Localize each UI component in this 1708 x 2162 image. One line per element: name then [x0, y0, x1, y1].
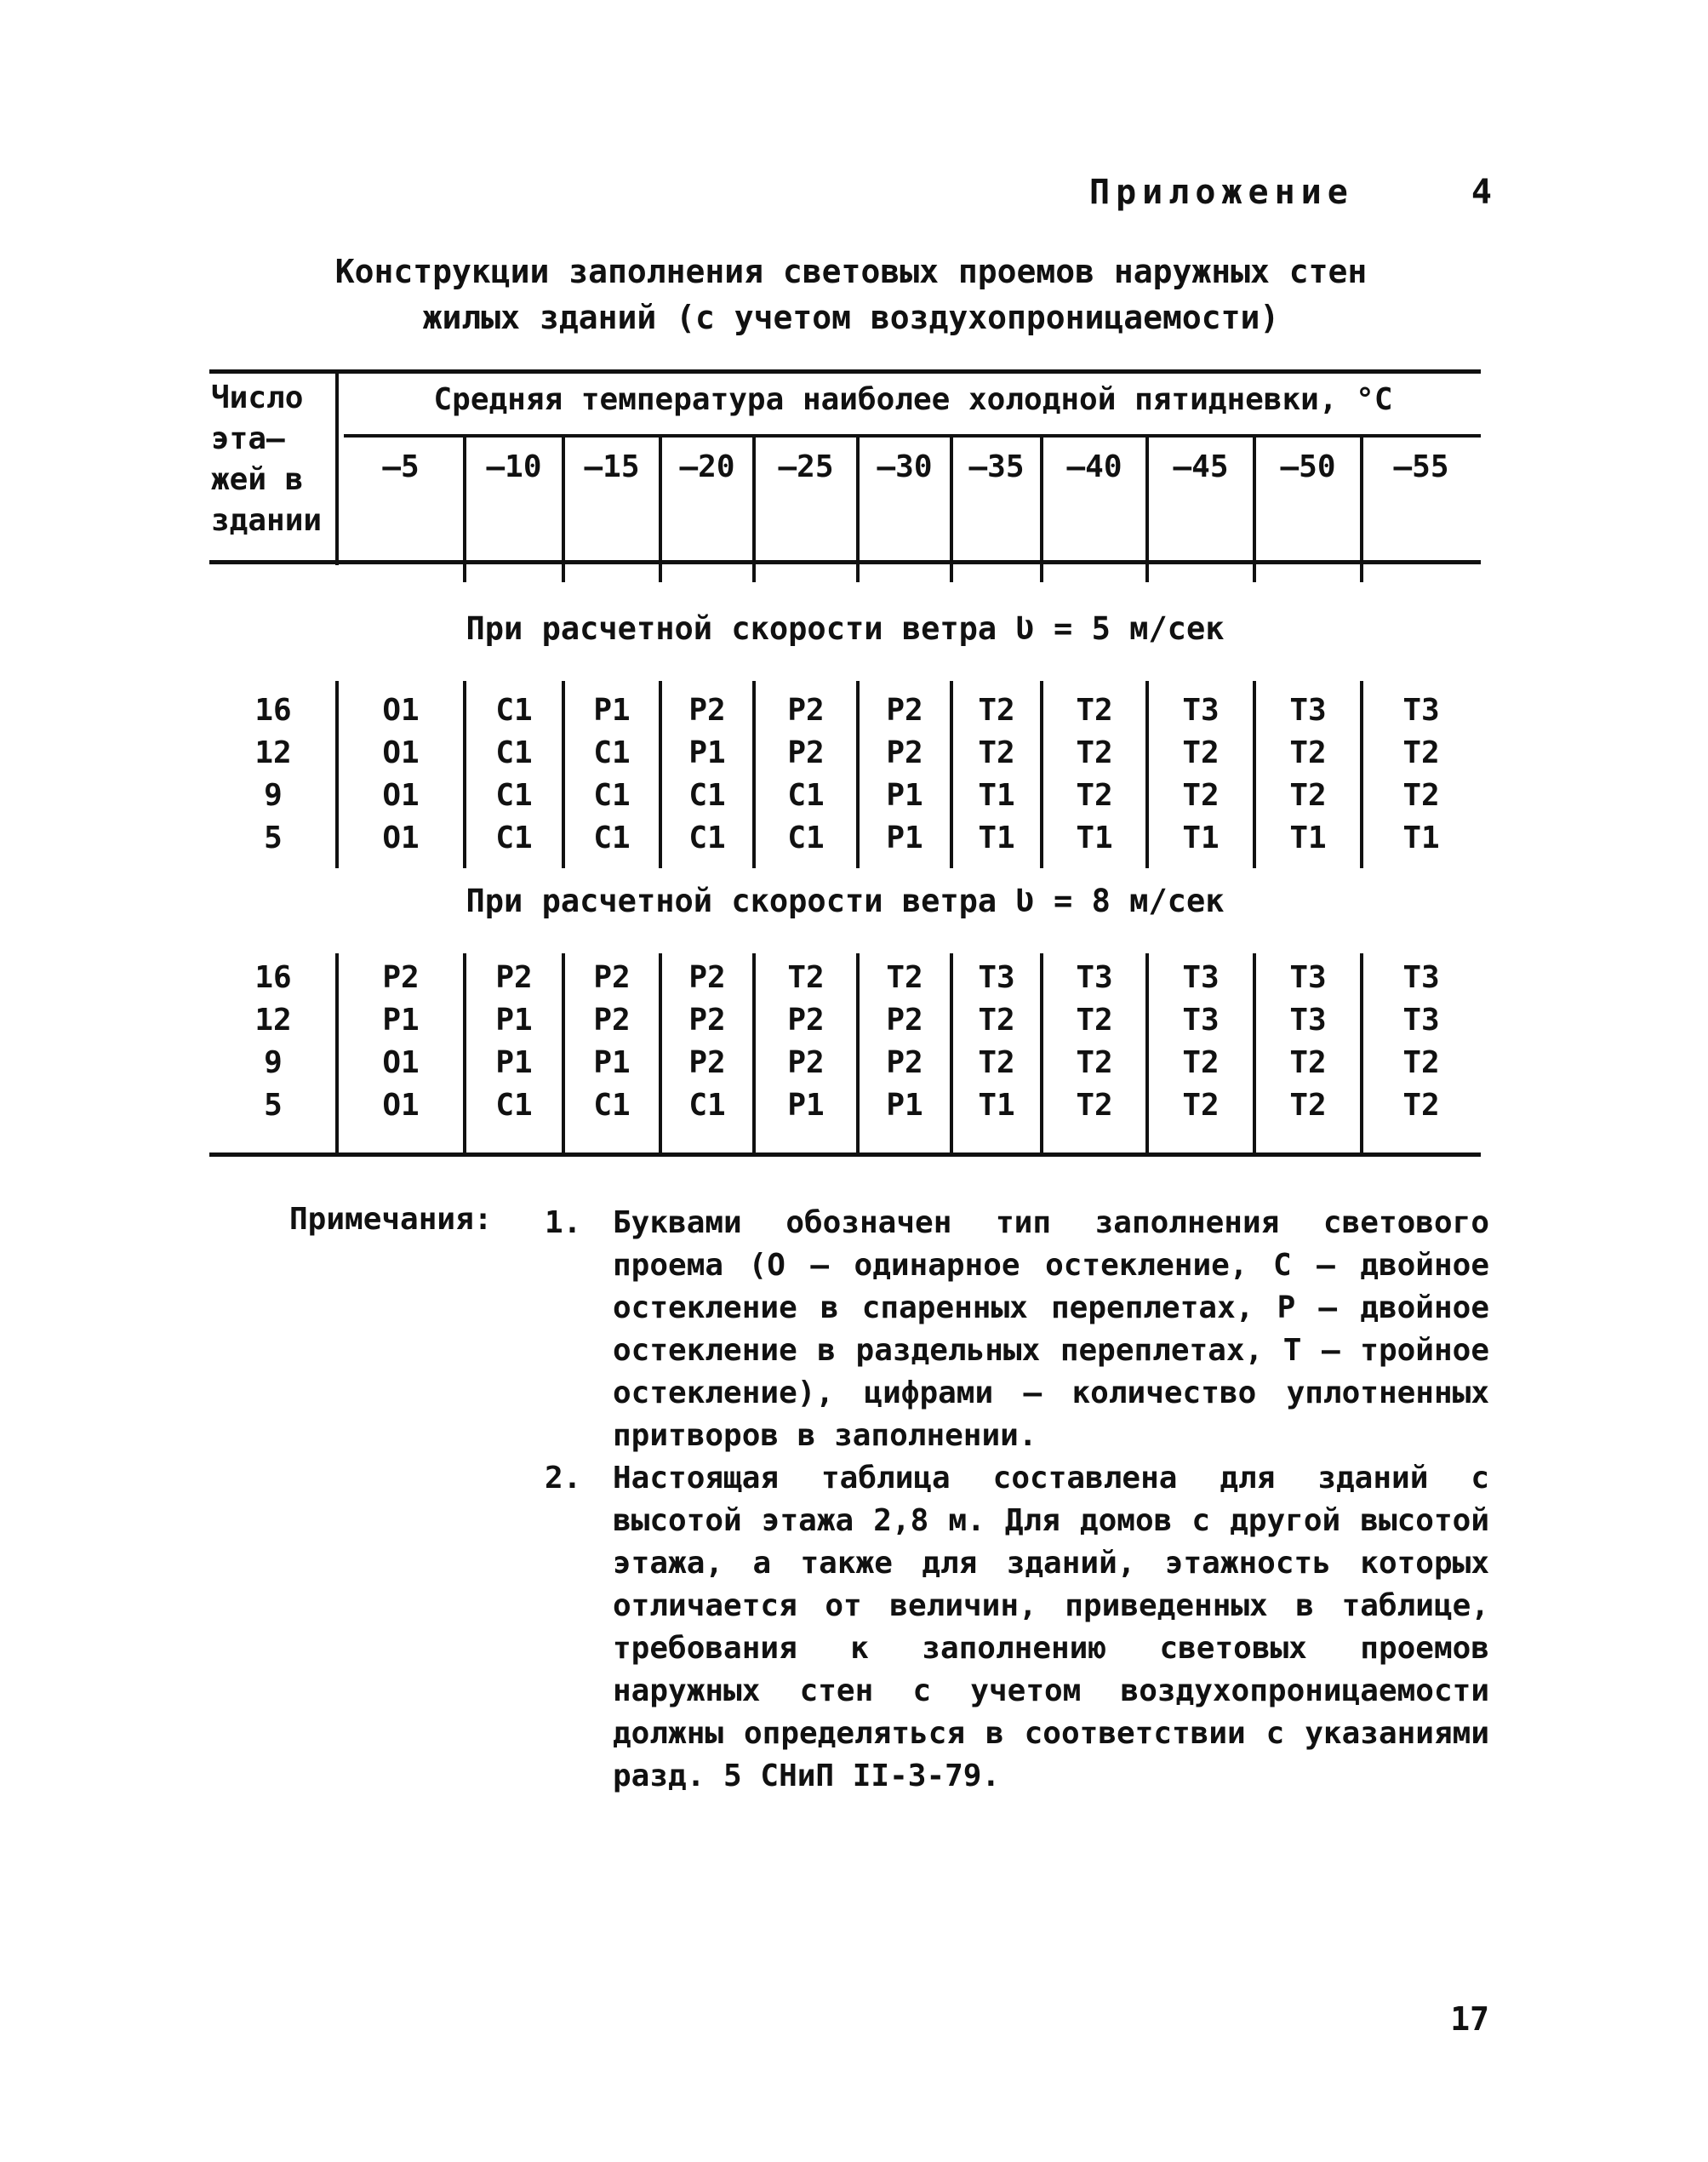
note-number: 2.: [545, 1461, 582, 1496]
temp-header-rule: [344, 434, 1481, 438]
table-cell: P1: [382, 1003, 420, 1038]
table-cell: O1: [382, 1045, 420, 1080]
table-cell: P1: [495, 1003, 533, 1038]
note-number: 1.: [545, 1205, 582, 1240]
appendix-label: Приложение: [1089, 173, 1354, 212]
temperature-cell: –25: [778, 449, 834, 484]
table-cell: C1: [495, 693, 533, 728]
temperature-cell: –50: [1280, 449, 1336, 484]
temperature-cell: –30: [877, 449, 933, 484]
temperature-cell: –20: [679, 449, 735, 484]
floors-header-line: жей в: [211, 462, 304, 497]
table-cell: T3: [1076, 960, 1113, 995]
floors-cell: 12: [254, 735, 292, 770]
section-label-wind-5: При расчетной скорости ветра Ʋ = 5 м/сек: [466, 610, 1225, 647]
table-row: [209, 1042, 1481, 1084]
table-cell: C1: [593, 778, 631, 813]
table-cell: C1: [593, 1088, 631, 1123]
table-cell: T2: [1402, 778, 1440, 813]
table-row: [209, 775, 1481, 817]
table-row: [209, 732, 1481, 775]
temperature-cell: –10: [486, 449, 542, 484]
table-cell: C1: [495, 1088, 533, 1123]
floors-cell: 12: [254, 1003, 292, 1038]
table-cell: C1: [495, 735, 533, 770]
floors-cell: 16: [254, 693, 292, 728]
temperature-cell: –45: [1173, 449, 1229, 484]
table-title: [255, 249, 1447, 340]
table-cell: T3: [1289, 1003, 1327, 1038]
floors-cell: 5: [264, 821, 283, 855]
table-cell: T3: [1289, 960, 1327, 995]
table-cell: C1: [495, 778, 533, 813]
table-cell: T3: [1402, 1003, 1440, 1038]
table-cell: P2: [688, 960, 726, 995]
table-cell: P1: [886, 778, 923, 813]
table-cell: P2: [688, 693, 726, 728]
table-cell: P2: [886, 1045, 923, 1080]
note-text: Настоящая таблица составлена для зданий с высотой этажа 2,8 м. Для домов с другой высотой этажа, а также для зданий, этажность которых отличается от величин, приведенных в таблице, требования к заполнению световых проемов наружных стен с учетом воздухопроницаемости должны определяться в соответствии с указаниями разд. 5 СНиП II-3-79.: [613, 1461, 1489, 1793]
table-cell: T2: [1402, 1088, 1440, 1123]
table-cell: P2: [593, 1003, 631, 1038]
table-cell: T2: [978, 1003, 1015, 1038]
table-cell: C1: [688, 1088, 726, 1123]
notes-label: Примечания:: [289, 1202, 493, 1237]
floors-cell: 5: [264, 1088, 283, 1123]
table-cell: T1: [978, 1088, 1015, 1123]
table-cell: C1: [495, 821, 533, 855]
table-cell: P2: [688, 1003, 726, 1038]
note-item: [545, 1457, 1489, 1798]
table-cell: T2: [978, 735, 1015, 770]
table-cell: O1: [382, 821, 420, 855]
table-row: [209, 689, 1481, 732]
table-cell: T3: [1182, 693, 1220, 728]
table-cell: T2: [978, 1045, 1015, 1080]
temperature-cell: –5: [382, 449, 420, 484]
table-cell: T2: [1182, 1045, 1220, 1080]
column-divider: [950, 438, 953, 582]
column-divider: [659, 438, 662, 582]
table-cell: T2: [787, 960, 825, 995]
table-cell: C1: [688, 821, 726, 855]
table-cell: P1: [593, 1045, 631, 1080]
appendix-number: 4: [1471, 173, 1498, 212]
floors-cell: 9: [264, 778, 283, 813]
table-cell: T2: [1402, 1045, 1440, 1080]
page-number: 17: [1450, 2000, 1489, 2038]
table-cell: P1: [495, 1045, 533, 1080]
table-title-line-1: Конструкции заполнения световых проемов наружных стен: [334, 253, 1368, 290]
table-cell: T1: [1182, 821, 1220, 855]
column-divider: [752, 438, 756, 582]
table-cell: P2: [787, 1045, 825, 1080]
table-cell: P2: [495, 960, 533, 995]
table-row: [209, 1084, 1481, 1127]
table-cell: T2: [1182, 778, 1220, 813]
table-top-rule: [209, 369, 1481, 374]
table-cell: P2: [886, 1003, 923, 1038]
floors-header-line: здании: [211, 503, 323, 538]
table-cell: O1: [382, 735, 420, 770]
table-cell: C1: [593, 821, 631, 855]
column-divider: [1253, 438, 1256, 582]
note-text: Буквами обозначен тип заполнения светового проема (О – одинарное остекление, С – двойное остекление в спаренных переплетах, Р – двойное остекление в раздельных переплетах, Т – тройное остекление), цифрами – количество уплотненных притворов в заполнении.: [613, 1205, 1489, 1453]
table-row: [209, 999, 1481, 1042]
table-cell: P2: [787, 693, 825, 728]
floors-cell: 9: [264, 1045, 283, 1080]
temperature-cell: –40: [1066, 449, 1122, 484]
column-divider: [1145, 438, 1149, 582]
table-cell: T2: [1289, 1088, 1327, 1123]
table-cell: P2: [787, 1003, 825, 1038]
table-cell: T3: [1402, 693, 1440, 728]
table-cell: P1: [593, 693, 631, 728]
table-cell: T1: [1289, 821, 1327, 855]
table-cell: T2: [1402, 735, 1440, 770]
temperature-cell: –55: [1393, 449, 1449, 484]
header-bottom-rule: [209, 560, 1481, 564]
table-cell: T2: [1076, 1088, 1113, 1123]
table-row: [209, 817, 1481, 860]
table-cell: O1: [382, 778, 420, 813]
note-item: [545, 1202, 1489, 1457]
table-cell: P1: [787, 1088, 825, 1123]
table-cell: P1: [688, 735, 726, 770]
table-cell: T2: [1076, 1045, 1113, 1080]
table-cell: P2: [593, 960, 631, 995]
table-bottom-rule: [209, 1152, 1481, 1157]
table-cell: T3: [978, 960, 1015, 995]
table-cell: T2: [1289, 1045, 1327, 1080]
table-cell: T2: [1289, 778, 1327, 813]
table-cell: P2: [688, 1045, 726, 1080]
table-cell: T3: [1402, 960, 1440, 995]
table-cell: P2: [787, 735, 825, 770]
table-cell: T1: [978, 821, 1015, 855]
table-cell: C1: [787, 821, 825, 855]
table-cell: T2: [1076, 778, 1113, 813]
table-cell: C1: [593, 735, 631, 770]
table-cell: T2: [1289, 735, 1327, 770]
temperature-cell: –15: [584, 449, 640, 484]
table-cell: T3: [1182, 960, 1220, 995]
table-cell: T2: [1076, 1003, 1113, 1038]
column-divider: [1360, 438, 1363, 582]
floors-header-line: эта–: [211, 421, 285, 456]
table-cell: P2: [382, 960, 420, 995]
table-cell: P1: [886, 1088, 923, 1123]
table-cell: T1: [1402, 821, 1440, 855]
table-cell: T2: [886, 960, 923, 995]
table-cell: P2: [886, 693, 923, 728]
floors-cell: 16: [254, 960, 292, 995]
table-cell: C1: [688, 778, 726, 813]
table-cell: T2: [1182, 735, 1220, 770]
table-cell: T1: [1076, 821, 1113, 855]
table-cell: T3: [1289, 693, 1327, 728]
table-cell: T2: [978, 693, 1015, 728]
table-cell: T3: [1182, 1003, 1220, 1038]
floors-header: [211, 378, 339, 541]
table-cell: O1: [382, 693, 420, 728]
column-divider: [856, 438, 860, 582]
column-divider: [562, 438, 565, 582]
appendix-heading: [1089, 167, 1498, 218]
table-cell: T2: [1076, 693, 1113, 728]
table-row: [209, 957, 1481, 999]
table-title-line-2: жилых зданий (с учетом воздухопроницаемости): [422, 299, 1280, 336]
floors-header-line: Число: [211, 380, 304, 415]
table-cell: T2: [1182, 1088, 1220, 1123]
temperature-cell: –35: [968, 449, 1025, 484]
glazing-table: [209, 369, 1481, 1159]
table-cell: T2: [1076, 735, 1113, 770]
table-cell: C1: [787, 778, 825, 813]
table-cell: O1: [382, 1088, 420, 1123]
section-label-wind-8: При расчетной скорости ветра Ʋ = 8 м/сек: [466, 883, 1225, 919]
temperature-header: Средняя температура наиболее холодной пятидневки, °С: [433, 382, 1393, 417]
column-divider: [335, 369, 339, 565]
table-cell: P2: [886, 735, 923, 770]
column-divider: [463, 438, 466, 582]
column-divider: [1040, 438, 1043, 582]
table-cell: T1: [978, 778, 1015, 813]
table-cell: P1: [886, 821, 923, 855]
